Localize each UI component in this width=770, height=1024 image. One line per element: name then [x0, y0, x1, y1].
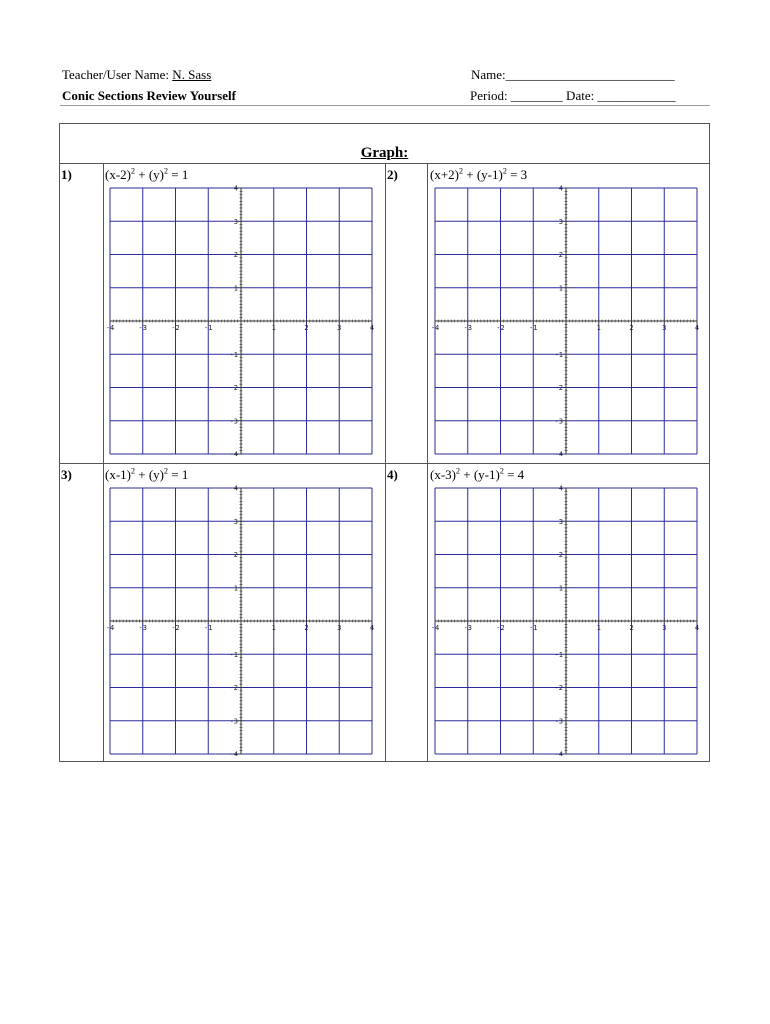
problem-number: 4): [387, 467, 398, 482]
y-tick-label: -4: [554, 750, 563, 756]
x-tick-label: -3: [138, 324, 147, 332]
y-tick-label: 2: [558, 251, 563, 259]
equation-term: = 1: [168, 467, 189, 482]
y-tick-label: -3: [554, 717, 563, 726]
x-tick-label: -1: [204, 324, 213, 332]
grid-svg: [106, 184, 374, 456]
teacher-label: Teacher/User Name:: [62, 67, 170, 82]
x-tick-label: -2: [496, 324, 505, 332]
y-tick-label: -2: [554, 684, 563, 692]
equation-term: + (y-1): [463, 167, 503, 182]
y-tick-label: -4: [229, 750, 238, 756]
y-tick-label: 4: [558, 184, 563, 193]
x-tick-label: 1: [596, 324, 601, 332]
y-tick-label: 4: [233, 484, 238, 493]
x-tick-label: -4: [106, 624, 115, 632]
equation-term: + (y): [135, 467, 164, 482]
problem-equation: [430, 467, 524, 483]
column-divider: [103, 163, 104, 761]
equation-exponent: 2: [459, 166, 463, 176]
x-tick-label: 4: [694, 324, 699, 332]
worksheet-title: Conic Sections Review Yourself: [62, 88, 236, 103]
x-tick-label: -3: [463, 624, 472, 632]
x-tick-label: 2: [629, 324, 634, 332]
x-tick-label: 4: [369, 624, 374, 632]
equation-exponent: 2: [502, 166, 507, 176]
teacher-name: N. Sass: [172, 67, 212, 82]
y-tick-label: 2: [233, 551, 238, 559]
x-tick-label: -2: [496, 624, 505, 632]
x-tick-label: 3: [662, 324, 667, 332]
x-tick-label: 2: [629, 624, 634, 632]
x-tick-label: 1: [596, 624, 601, 632]
teacher-line: [62, 67, 211, 83]
equation-term: = 1: [168, 167, 189, 182]
problem-number: 2): [387, 167, 398, 182]
equation-term: = 3: [506, 167, 528, 182]
equation-term: (x-2): [105, 167, 131, 182]
grid-svg: [431, 484, 699, 756]
x-tick-label: -1: [529, 324, 538, 332]
y-tick-label: -3: [229, 417, 238, 426]
equation-term: = 4: [503, 467, 525, 482]
coordinate-grid[interactable]: [431, 484, 699, 756]
x-tick-label: -3: [138, 624, 147, 632]
x-tick-label: -3: [463, 324, 472, 332]
problem-table: [59, 123, 710, 762]
coordinate-grid[interactable]: [106, 184, 374, 456]
x-tick-label: 2: [304, 324, 309, 332]
x-tick-label: 3: [662, 624, 667, 632]
coordinate-grid[interactable]: [106, 484, 374, 756]
y-tick-label: -1: [229, 350, 238, 359]
equation-exponent: 2: [499, 466, 504, 476]
y-tick-label: -2: [229, 384, 238, 392]
y-tick-label: 4: [558, 484, 563, 493]
x-tick-label: 3: [337, 624, 342, 632]
equation-exponent: 2: [131, 466, 135, 476]
y-tick-label: -1: [554, 650, 563, 659]
period-date-field: Period: ________ Date: ____________: [470, 88, 676, 103]
equation-term: + (y-1): [460, 467, 500, 482]
x-tick-label: 1: [271, 624, 276, 632]
equation-exponent: 2: [131, 166, 135, 176]
y-tick-label: -2: [229, 684, 238, 692]
x-tick-label: -4: [431, 624, 440, 632]
x-tick-label: -2: [171, 324, 180, 332]
y-tick-label: -2: [554, 384, 563, 392]
x-tick-label: -2: [171, 624, 180, 632]
student-name-field: Name:__________________________: [471, 67, 675, 82]
y-tick-label: 4: [233, 184, 238, 193]
column-divider: [427, 163, 428, 761]
y-tick-label: 3: [558, 517, 563, 526]
y-tick-label: 3: [233, 517, 238, 526]
section-title: Graph:: [360, 145, 409, 161]
problem-equation: [105, 167, 188, 183]
y-tick-label: 1: [233, 584, 238, 593]
y-tick-label: 1: [558, 284, 563, 293]
y-tick-label: -3: [554, 417, 563, 426]
problem-number: 3): [61, 467, 72, 482]
problem-number: 1): [61, 167, 72, 182]
equation-exponent: 2: [164, 166, 168, 176]
y-tick-label: 3: [558, 217, 563, 226]
grid-svg: [106, 484, 374, 756]
y-tick-label: -1: [554, 350, 563, 359]
x-tick-label: -1: [204, 624, 213, 632]
x-tick-label: 3: [337, 324, 342, 332]
x-tick-label: 1: [271, 324, 276, 332]
y-tick-label: 1: [233, 284, 238, 293]
problem-equation: [105, 467, 188, 483]
equation-term: (x-3): [430, 467, 456, 482]
y-tick-label: -1: [229, 650, 238, 659]
y-tick-label: -3: [229, 717, 238, 726]
equation-term: (x-1): [105, 467, 131, 482]
column-divider: [385, 163, 386, 761]
y-tick-label: 2: [558, 551, 563, 559]
x-tick-label: -4: [106, 324, 115, 332]
y-tick-label: 3: [233, 217, 238, 226]
y-tick-label: 1: [558, 584, 563, 593]
x-tick-label: -4: [431, 324, 440, 332]
grid-svg: [431, 184, 699, 456]
x-tick-label: -1: [529, 624, 538, 632]
y-tick-label: 2: [233, 251, 238, 259]
x-tick-label: 4: [694, 624, 699, 632]
coordinate-grid[interactable]: [431, 184, 699, 456]
header-divider: [60, 105, 710, 106]
y-tick-label: -4: [229, 450, 238, 456]
y-tick-label: -4: [554, 450, 563, 456]
x-tick-label: 2: [304, 624, 309, 632]
problem-equation: [430, 167, 527, 183]
x-tick-label: 4: [369, 324, 374, 332]
equation-term: (x+2): [430, 167, 459, 182]
equation-term: + (y): [135, 167, 164, 182]
equation-exponent: 2: [456, 466, 460, 476]
equation-exponent: 2: [164, 466, 168, 476]
